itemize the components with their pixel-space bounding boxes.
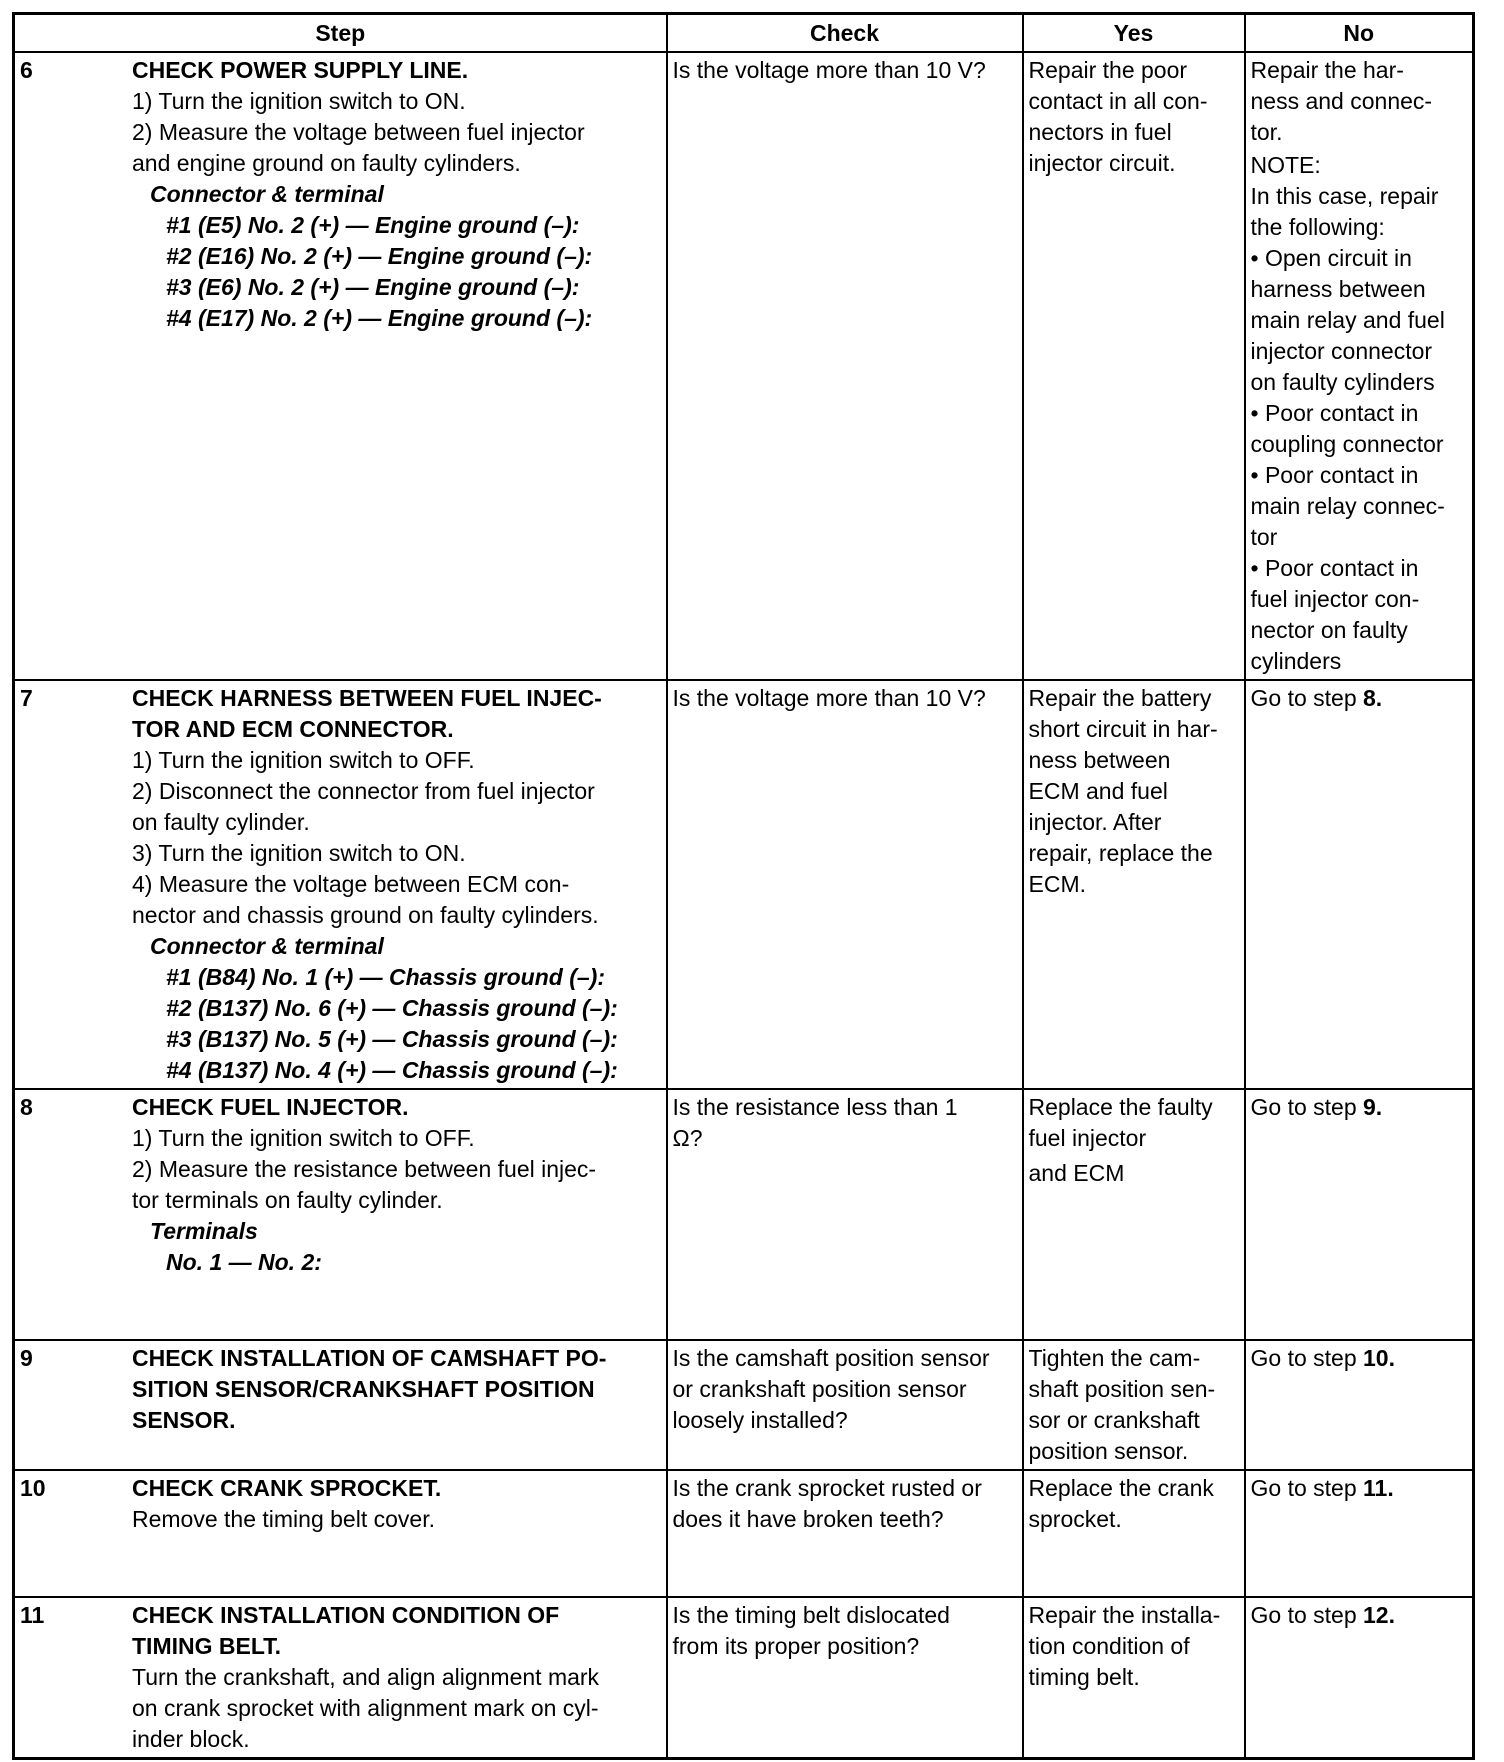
yes-text: Repair the battery <box>1028 685 1212 711</box>
terminals-item: No. 1 — No. 2: <box>166 1249 322 1275</box>
no-text: In this case, repair <box>1250 183 1439 209</box>
no-text: • Poor contact in <box>1250 400 1419 426</box>
step-number: 8 <box>20 1094 33 1120</box>
connector-terminal-label: Connector & terminal <box>150 181 384 207</box>
check-text: Ω? <box>672 1125 703 1151</box>
check-cell <box>667 52 1023 680</box>
no-text: coupling connector <box>1250 431 1444 457</box>
check-text: from its proper position? <box>672 1633 920 1659</box>
yes-text: shaft position sen- <box>1028 1376 1216 1402</box>
instruction-line: 2) Measure the voltage between fuel injector <box>132 119 585 145</box>
header-row <box>14 14 1474 53</box>
yes-text: injector. After <box>1028 809 1162 835</box>
no-step-ref: 10. <box>1363 1345 1395 1371</box>
check-text: does it have broken teeth? <box>672 1506 944 1532</box>
instruction-line: on crank sprocket with alignment mark on cyl- <box>132 1695 599 1721</box>
step-title: CHECK FUEL INJECTOR. <box>132 1094 409 1120</box>
yes-text: repair, replace the <box>1028 840 1213 866</box>
step-title: SENSOR. <box>132 1407 236 1433</box>
no-text: injector connector <box>1250 338 1433 364</box>
diagnostic-table <box>12 12 1475 1760</box>
check-text: or crankshaft position sensor <box>672 1376 967 1402</box>
yes-text: sprocket. <box>1028 1506 1122 1532</box>
check-text: Is the resistance less than 1 <box>672 1094 958 1120</box>
step-cell <box>14 680 667 1089</box>
yes-cell <box>1023 1089 1245 1340</box>
no-text: ness and connec- <box>1250 88 1433 114</box>
no-text: tor. <box>1250 119 1283 145</box>
check-text: Is the voltage more than 10 V? <box>672 57 986 83</box>
no-cell <box>1245 1340 1474 1470</box>
yes-text: nectors in fuel <box>1028 119 1172 145</box>
header-yes: Yes <box>1023 14 1245 53</box>
instruction-line: 3) Turn the ignition switch to ON. <box>132 840 466 866</box>
check-cell <box>667 1597 1023 1759</box>
check-cell <box>667 1340 1023 1470</box>
step-title: CHECK POWER SUPPLY LINE. <box>132 57 469 83</box>
table-row-step-6 <box>14 52 1474 680</box>
table-row-step-11 <box>14 1597 1474 1759</box>
header-step: Step <box>14 14 667 53</box>
yes-text: Repair the installa- <box>1028 1602 1221 1628</box>
connector-terminal-item: #3 (E6) No. 2 (+) — Engine ground (–): <box>166 274 580 300</box>
yes-text: fuel injector <box>1028 1125 1147 1151</box>
step-number: 9 <box>20 1345 33 1371</box>
connector-terminal-label: Connector & terminal <box>150 933 384 959</box>
check-cell <box>667 680 1023 1089</box>
yes-text: and ECM <box>1028 1160 1125 1186</box>
instruction-line: 4) Measure the voltage between ECM con- <box>132 871 570 897</box>
yes-text: sor or crankshaft <box>1028 1407 1200 1433</box>
yes-text: ECM. <box>1028 871 1086 897</box>
step-title: CHECK INSTALLATION CONDITION OF <box>132 1602 560 1628</box>
step-number: 11 <box>20 1602 45 1628</box>
no-step-ref: 9. <box>1363 1094 1383 1120</box>
yes-text: Replace the crank <box>1028 1475 1214 1501</box>
no-step-ref: 11. <box>1363 1475 1394 1501</box>
connector-terminal-item: #4 (B137) No. 4 (+) — Chassis ground (–): <box>166 1057 618 1083</box>
yes-cell <box>1023 52 1245 680</box>
connector-terminal-item: #2 (B137) No. 6 (+) — Chassis ground (–): <box>166 995 618 1021</box>
connector-terminal-item: #3 (B137) No. 5 (+) — Chassis ground (–): <box>166 1026 618 1052</box>
step-title: CHECK INSTALLATION OF CAMSHAFT PO- <box>132 1345 607 1371</box>
connector-terminal-item: #2 (E16) No. 2 (+) — Engine ground (–): <box>166 243 593 269</box>
connector-terminal-item: #1 (E5) No. 2 (+) — Engine ground (–): <box>166 212 580 238</box>
no-text: cylinders <box>1250 648 1342 674</box>
no-text: Go to step <box>1250 1345 1364 1371</box>
yes-cell <box>1023 1597 1245 1759</box>
no-text: Go to step <box>1250 1475 1364 1501</box>
no-text: Go to step <box>1250 685 1364 711</box>
instruction-line: and engine ground on faulty cylinders. <box>132 150 521 176</box>
no-text: Repair the har- <box>1250 57 1404 83</box>
step-title: TOR AND ECM CONNECTOR. <box>132 716 454 742</box>
no-text: Go to step <box>1250 1094 1364 1120</box>
yes-text: Replace the faulty <box>1028 1094 1213 1120</box>
table-row-step-9 <box>14 1340 1474 1470</box>
no-text: • Poor contact in <box>1250 555 1419 581</box>
note-label: NOTE: <box>1250 152 1321 178</box>
step-title: CHECK HARNESS BETWEEN FUEL INJEC- <box>132 685 602 711</box>
check-cell <box>667 1089 1023 1340</box>
step-cell <box>14 1340 667 1470</box>
connector-terminal-item: #4 (E17) No. 2 (+) — Engine ground (–): <box>166 305 593 331</box>
no-cell <box>1245 1470 1474 1597</box>
instruction-line: 2) Measure the resistance between fuel injec- <box>132 1156 597 1182</box>
yes-text: injector circuit. <box>1028 150 1176 176</box>
no-text: tor <box>1250 524 1278 550</box>
yes-text: contact in all con- <box>1028 88 1208 114</box>
step-title: TIMING BELT. <box>132 1633 282 1659</box>
table-row-step-7 <box>14 680 1474 1089</box>
no-text: • Open circuit in <box>1250 245 1412 271</box>
check-text: Is the voltage more than 10 V? <box>672 685 986 711</box>
check-text: Is the crank sprocket rusted or <box>672 1475 982 1501</box>
no-cell <box>1245 1597 1474 1759</box>
yes-text: tion condition of <box>1028 1633 1190 1659</box>
no-cell <box>1245 52 1474 680</box>
no-text: Go to step <box>1250 1602 1364 1628</box>
check-text: loosely installed? <box>672 1407 848 1433</box>
step-number: 10 <box>20 1475 46 1501</box>
no-step-ref: 8. <box>1363 685 1383 711</box>
step-cell <box>14 1597 667 1759</box>
instruction-line: 1) Turn the ignition switch to OFF. <box>132 1125 475 1151</box>
step-number: 7 <box>20 685 33 711</box>
yes-text: Repair the poor <box>1028 57 1188 83</box>
terminals-label: Terminals <box>150 1218 258 1244</box>
instruction-line: tor terminals on faulty cylinder. <box>132 1187 443 1213</box>
header-no: No <box>1245 14 1474 53</box>
no-text: on faulty cylinders <box>1250 369 1435 395</box>
instruction-line: Remove the timing belt cover. <box>132 1506 435 1532</box>
no-text: nector on faulty <box>1250 617 1408 643</box>
yes-text: ECM and fuel <box>1028 778 1168 804</box>
instruction-line: 1) Turn the ignition switch to ON. <box>132 88 466 114</box>
yes-cell <box>1023 680 1245 1089</box>
no-text: main relay and fuel <box>1250 307 1445 333</box>
yes-cell <box>1023 1340 1245 1470</box>
connector-terminal-item: #1 (B84) No. 1 (+) — Chassis ground (–): <box>166 964 605 990</box>
check-text: Is the timing belt dislocated <box>672 1602 950 1628</box>
yes-cell <box>1023 1470 1245 1597</box>
no-text: main relay connec- <box>1250 493 1445 519</box>
no-cell <box>1245 1089 1474 1340</box>
yes-text: position sensor. <box>1028 1438 1189 1464</box>
check-text: Is the camshaft position sensor <box>672 1345 990 1371</box>
step-number: 6 <box>20 57 33 83</box>
no-step-ref: 12. <box>1363 1602 1395 1628</box>
check-cell <box>667 1470 1023 1597</box>
yes-text: timing belt. <box>1028 1664 1140 1690</box>
step-cell <box>14 52 667 680</box>
header-check: Check <box>667 14 1023 53</box>
yes-text: ness between <box>1028 747 1171 773</box>
instruction-line: on faulty cylinder. <box>132 809 310 835</box>
no-cell <box>1245 680 1474 1089</box>
no-text: • Poor contact in <box>1250 462 1419 488</box>
instruction-line: inder block. <box>132 1726 250 1752</box>
no-text: harness between <box>1250 276 1426 302</box>
step-title: CHECK CRANK SPROCKET. <box>132 1475 442 1501</box>
step-cell <box>14 1470 667 1597</box>
instruction-line: 2) Disconnect the connector from fuel injector <box>132 778 595 804</box>
yes-text: short circuit in har- <box>1028 716 1218 742</box>
step-title: SITION SENSOR/CRANKSHAFT POSITION <box>132 1376 595 1402</box>
no-text: the following: <box>1250 214 1385 240</box>
instruction-line: nector and chassis ground on faulty cylinders. <box>132 902 599 928</box>
instruction-line: Turn the crankshaft, and align alignment mark <box>132 1664 600 1690</box>
step-cell <box>14 1089 667 1340</box>
no-text: fuel injector con- <box>1250 586 1420 612</box>
yes-text: Tighten the cam- <box>1028 1345 1201 1371</box>
instruction-line: 1) Turn the ignition switch to OFF. <box>132 747 475 773</box>
table-row-step-10 <box>14 1470 1474 1597</box>
table-row-step-8 <box>14 1089 1474 1340</box>
